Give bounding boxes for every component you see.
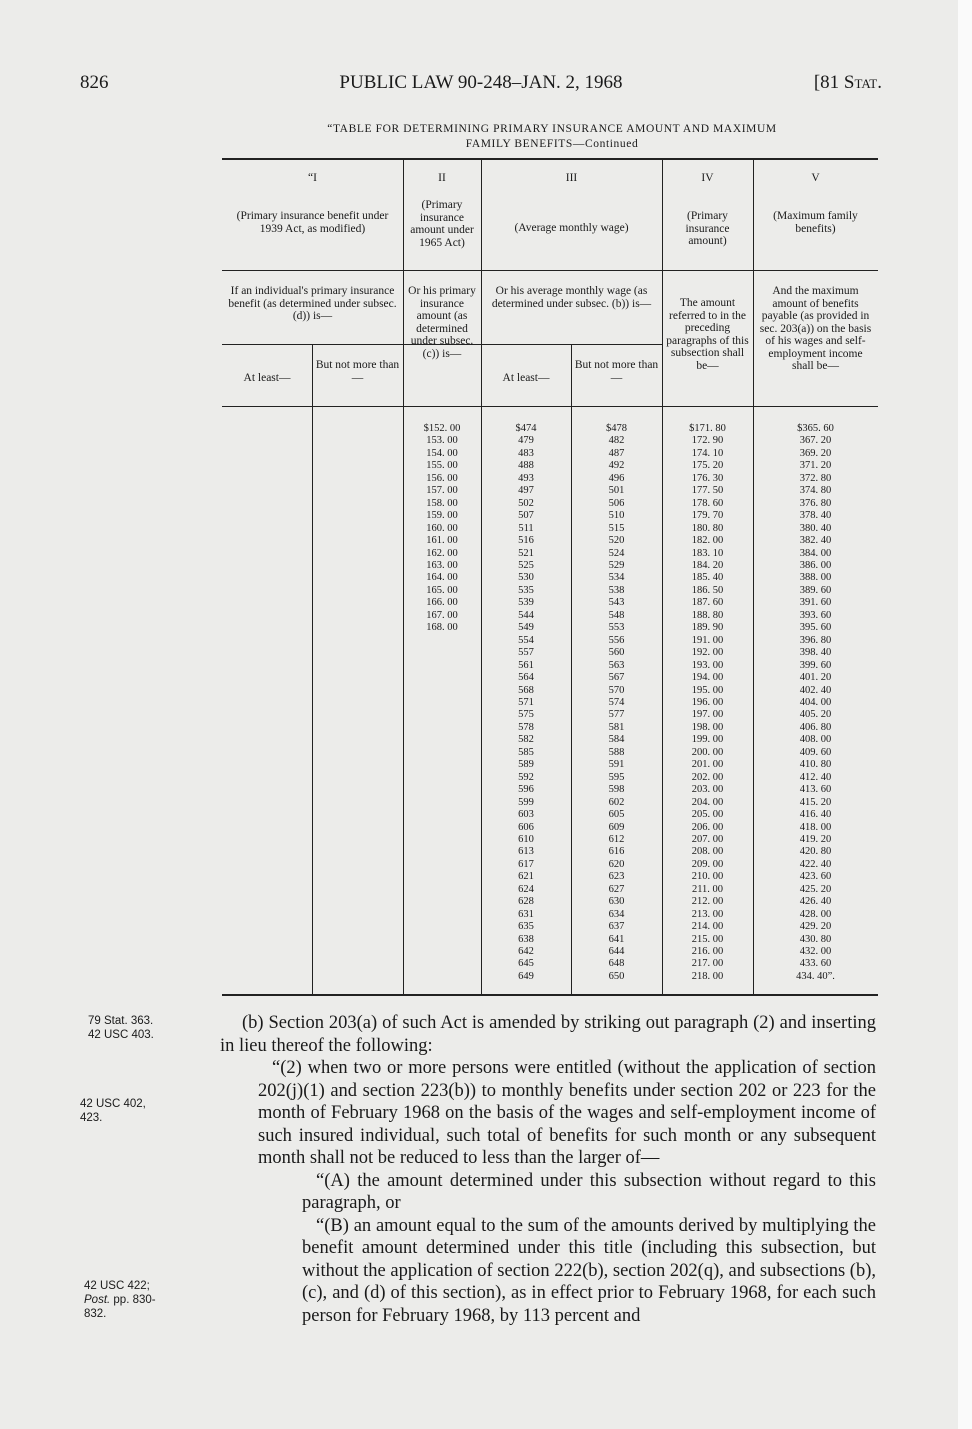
page-number: 826	[80, 72, 109, 93]
paragraph-b: (b) Section 203(a) of such Act is amended by striking out paragraph (2) and inserting in lieu thereof the following:	[220, 1013, 876, 1056]
col-ii-subheading: Or his primary insurance amount (as determined under subsec. (c)) is—	[408, 285, 476, 360]
col-iv-values: $171. 80 172. 90 174. 10 175. 20 176. 30 177. 50 178. 60 179. 70 180. 80 182. 00 183. 10 184. 20 185. 40 186. 50 187. 60 188. 80 189. 90 191. 00 192. 00 193. 00 194. 00 195. 00 196. 00 197. 00 198. 00 199. 00 200. 00 201. 00 202. 00 203. 00 204. 00 205. 00 206. 00 207. 00 208. 00 209. 00 210. 00 211. 00 212. 00 213. 00 214. 00 215. 00 216. 00 217. 00 218. 00	[689, 423, 726, 982]
col-v-subheading: And the maximum amount of benefits payable (as provided in sec. 203(a)) on the basis of his wages and self-employment income shall be—	[759, 285, 872, 372]
table-top-rule	[222, 158, 878, 160]
col-v-values: $365. 60 367. 20 369. 20 371. 20 372. 80 374. 80 376. 80 378. 40 380. 40 382. 40 384. 00 386. 00 388. 00 389. 60 391. 60 393. 60 395. 60 396. 80 398. 40 399. 60 401. 20 402. 40 404. 00 405. 20 406. 80 408. 00 409. 60 410. 80 412. 40 413. 60 415. 20 416. 40 418. 00 419. 20 420. 80 422. 40 423. 60 425. 20 426. 40 428. 00 429. 20 430. 80 432. 00 433. 60 434. 40”.	[796, 423, 835, 982]
body-divider-rule	[222, 406, 878, 407]
col-iii-description: (Average monthly wage)	[514, 222, 629, 234]
col-ii-numeral: II	[438, 172, 446, 184]
paragraph-A: “(A) the amount determined under this subsection without regard to this paragraph, or	[302, 1170, 876, 1213]
table-title-line-2: FAMILY BENEFITS—Continued	[465, 138, 639, 150]
margin-note-2-line-1: 42 USC 402,	[80, 1098, 146, 1110]
paragraph-B: “(B) an amount equal to the sum of the amounts derived by multiplying the benefit amount determined under this title (including this subsection, but without the application of section 222(b), section 202(q), and subsections (b), (c), and (d) of this section), as in effect prior to February 1968, for each such person for February 1968, by 113 percent and	[302, 1215, 876, 1326]
col-rule-1a	[312, 344, 313, 994]
margin-note-1	[88, 1014, 188, 1042]
page-margin-strip	[958, 0, 972, 1429]
table-bottom-rule	[222, 994, 878, 996]
margin-note-3-pages: pp. 830-	[110, 1294, 156, 1306]
page-header	[80, 72, 882, 102]
table-title	[228, 122, 876, 152]
col-iii-at-least: At least—	[502, 372, 550, 384]
col-ii-values: $152. 00 153. 00 154. 00 155. 00 156. 00 157. 00 158. 00 159. 00 160. 00 161. 00 162. 00 163. 00 164. 00 165. 00 166. 00 167. 00 168. 00	[423, 423, 461, 634]
col-iii-not-more-values: $478 482 487 492 496 501 506 510 515 520 524 529 534 538 543 548 553 556 560 563 567 570 574 577 581 584 588 591 595 598 602 605 609 612 616 620 623 627 630 634 637 641 644 648 650	[606, 423, 627, 982]
margin-note-2	[80, 1097, 180, 1125]
col-i-description: (Primary insurance benefit under 1939 Act, as modified)	[236, 210, 389, 235]
margin-note-3-line-3: 832.	[84, 1308, 107, 1320]
col-iii-subheading: Or his average monthly wage (as determined under subsec. (b)) is—	[491, 285, 652, 310]
col-i-subheading: If an individual's primary insurance benefit (as determined under subsec. (d)) is—	[228, 285, 397, 322]
col-ii-description: (Primary insurance amount under 1965 Act)	[410, 199, 474, 249]
col-i-at-least: At least—	[243, 372, 291, 384]
running-title: PUBLIC LAW 90-248–JAN. 2, 1968	[339, 72, 623, 93]
statute-body	[220, 1012, 876, 1327]
benefits-table	[222, 158, 878, 996]
margin-note-3-line-2	[84, 1293, 184, 1307]
header-divider-rule	[222, 270, 878, 271]
col-iv-numeral: IV	[701, 172, 714, 184]
col-v-description: (Maximum family benefits)	[773, 210, 858, 235]
col-iii-numeral: III	[565, 172, 578, 184]
col-iii-at-least-values: $474 479 483 488 493 497 502 507 511 516 521 525 530 535 539 544 549 554 557 561 564 568 571 575 578 582 585 589 592 596 599 603 606 610 613 617 621 624 628 631 635 638 642 645 649	[515, 423, 537, 982]
margin-note-3	[84, 1279, 184, 1321]
col-v-numeral: V	[811, 172, 820, 184]
col-iii-not-more-than: But not more than—	[574, 359, 659, 384]
col-i-not-more-than: But not more than—	[315, 359, 400, 384]
col-iv-description: (Primary insurance amount)	[685, 210, 730, 247]
margin-note-3-post: Post.	[84, 1294, 111, 1306]
margin-note-3-line-1: 42 USC 422;	[84, 1280, 150, 1292]
col-iv-subheading: The amount referred to in the preceding paragraphs of this subsection shall be—	[666, 297, 749, 372]
table-title-line-1: “TABLE FOR DETERMINING PRIMARY INSURANCE AMOUNT AND MAXIMUM	[327, 123, 777, 135]
paragraph-2: “(2) when two or more persons were entitled (without the application of section 202(j)(1) and section 223(b)) to monthly benefits under section 202 or 223 for the month of February 1968 on the basis of the wages and self-employment income of such insured individual, such total of benefits for such month or any subsequent month shall not be reduced to less than the larger of—	[258, 1058, 876, 1168]
col-i-numeral: “I	[308, 172, 317, 184]
margin-note-1-line-1: 79 Stat. 363.	[88, 1015, 154, 1027]
margin-note-2-line-2: 423.	[80, 1112, 103, 1124]
margin-note-1-line-2: 42 USC 403.	[88, 1029, 154, 1041]
statute-reference: [81 Stat.	[813, 72, 882, 93]
